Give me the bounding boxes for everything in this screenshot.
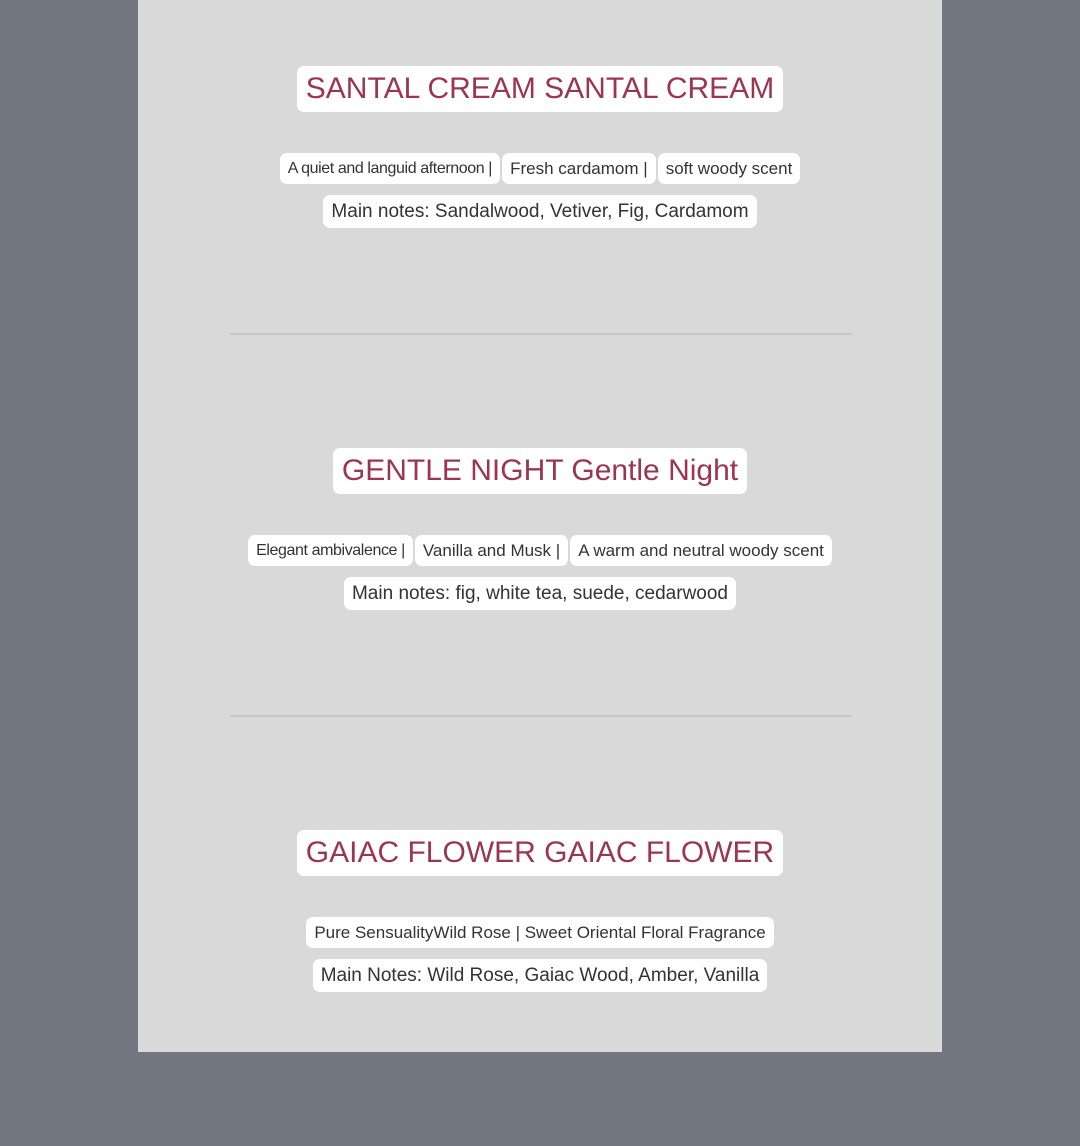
product-tag: Pure SensualityWild Rose | Sweet Oriental Floral Fragrance [306, 917, 773, 948]
product-notes: Main notes: fig, white tea, suede, cedarwood [344, 577, 736, 610]
product-title: GENTLE NIGHT Gentle Night [333, 448, 747, 494]
divider [230, 715, 852, 717]
product-tag: Vanilla and Musk | [415, 535, 568, 566]
product-notes: Main notes: Sandalwood, Vetiver, Fig, Cardamom [323, 195, 756, 228]
product-tag: Elegant ambivalence | [248, 535, 413, 566]
product-tag: Fresh cardamom | [502, 153, 656, 184]
product-list-page [138, 0, 942, 1052]
product-tag: A warm and neutral woody scent [570, 535, 832, 566]
product-title: GAIAC FLOWER GAIAC FLOWER [297, 830, 783, 876]
product-gaiac-flower [138, 764, 942, 1146]
product-notes: Main Notes: Wild Rose, Gaiac Wood, Amber, Vanilla [313, 959, 768, 992]
product-tag: A quiet and languid afternoon | [280, 153, 500, 184]
product-tag: soft woody scent [658, 153, 801, 184]
product-title: SANTAL CREAM SANTAL CREAM [297, 66, 783, 112]
divider [230, 333, 852, 335]
product-santal-cream [138, 0, 942, 382]
product-gentle-night [138, 382, 942, 764]
